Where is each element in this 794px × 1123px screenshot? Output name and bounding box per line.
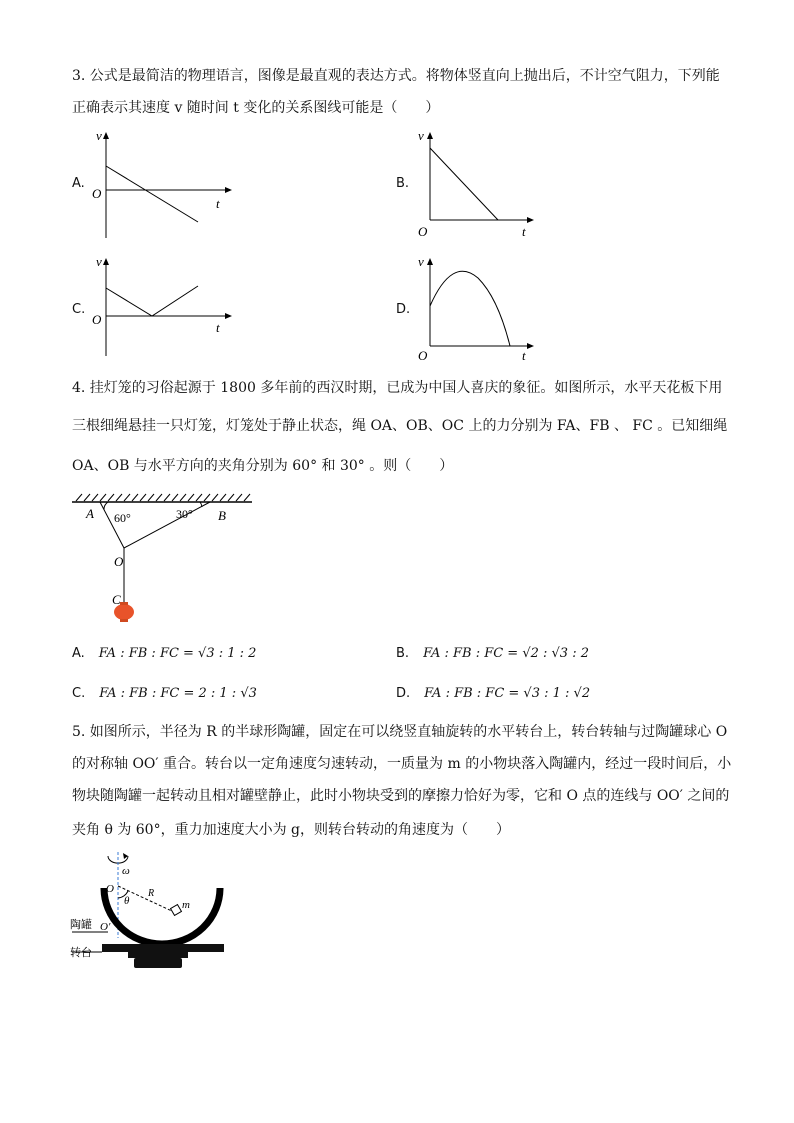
q5-oprime-label: O′ [100,921,111,933]
q4-option-b-expr: FA : FB : FC = √2 : √3 : 2 [423,646,589,661]
q4-option-a: A. FA : FB : FC = √3 : 1 : 2 [72,646,257,661]
q5-stem-line-4: 夹角 θ 为 60°，重力加速度大小为 g，则转台转动的角速度为（ ） [72,822,511,838]
q5-stem-line-1: 5. 如图所示，半径为 R 的半球形陶罐，固定在可以绕竖直轴旋转的水平转台上，转台转轴与过陶罐球心 O [72,724,728,740]
q5-o-label: O [106,883,114,895]
q3-a-t-label: t [216,196,220,211]
q4-point-c: C [112,592,121,607]
q3-b-t-label: t [522,224,526,239]
q3-b-origin-label: O [418,224,428,239]
q4-point-b: B [218,508,226,523]
q5-jar-label: 陶罐 [70,919,92,931]
q3-b-v-label: v [418,128,424,143]
q3-stem-line-2: 正确表示其速度 v 随时间 t 变化的关系图线可能是（ ） [72,100,440,116]
q3-d-t-label: t [522,348,526,363]
q3-option-d-label: D. [396,302,411,317]
q3-option-a-label: A. [72,176,85,191]
q5-r-label: R [148,888,155,899]
q3-c-v-label: v [96,254,102,269]
q3-stem-line-1: 3. 公式是最简洁的物理语言，图像是最直观的表达方式。将物体竖直向上抛出后，不计空气阻力，下列能 [72,68,720,84]
q4-option-b: B. FA : FB : FC = √2 : √3 : 2 [396,646,589,661]
q3-graph-d [412,254,542,366]
q4-point-a: A [86,506,94,521]
q3-d-origin-label: O [418,348,428,363]
q3-d-v-label: v [418,254,424,269]
q3-graph-a [86,128,236,240]
q4-point-o: O [114,554,124,569]
q4-option-d: D. FA : FB : FC = √3 : 1 : √2 [396,686,591,701]
q4-option-c-expr: FA : FB : FC = 2 : 1 : √3 [99,686,257,701]
q3-option-c-label: C. [72,302,86,317]
q5-stem-line-3: 物块随陶罐一起转动且相对罐壁静止，此时小物块受到的摩擦力恰好为零，它和 O 点的连线与 OO′ 之间的 [72,788,730,804]
q4-angle-a: 60° [114,511,131,525]
q4-stem-line-2: 三根细绳悬挂一只灯笼，灯笼处于静止状态，绳 OA、OB、OC 上的力分别为 FA、FB 、 FC 。已知细绳 [72,418,728,434]
q4-angle-b: 30° [176,507,193,521]
q3-graph-c [86,254,236,358]
q4-lantern-figure [66,492,266,634]
q3-a-v-label: v [96,128,102,143]
q5-omega-label: ω [122,865,130,877]
q5-stem-line-2: 的对称轴 OO′ 重合。转台以一定角速度匀速转动，一质量为 m 的小物块落入陶罐内，经过一段时间后，小 [72,756,732,772]
q4-option-a-expr: FA : FB : FC = √3 : 1 : 2 [98,646,257,661]
q3-c-origin-label: O [92,312,102,327]
q5-jar-figure [68,852,238,976]
q3-option-b-label: B. [396,176,410,191]
q4-option-d-expr: FA : FB : FC = √3 : 1 : √2 [424,686,591,701]
q5-m-label: m [182,899,190,911]
q4-option-c: C. FA : FB : FC = 2 : 1 : √3 [72,686,257,701]
q5-table-label: 转台 [70,947,92,959]
q4-stem-line-1: 4. 挂灯笼的习俗起源于 1800 多年前的西汉时期，已成为中国人喜庆的象征。如图所示，水平天花板下用 [72,380,723,396]
q5-theta-label: θ [124,895,130,907]
q4-stem-line-3: OA、OB 与水平方向的夹角分别为 60° 和 30° 。则（ ） [72,458,454,474]
q3-graph-b [412,128,542,240]
q3-a-origin-label: O [92,186,102,201]
q3-c-t-label: t [216,320,220,335]
